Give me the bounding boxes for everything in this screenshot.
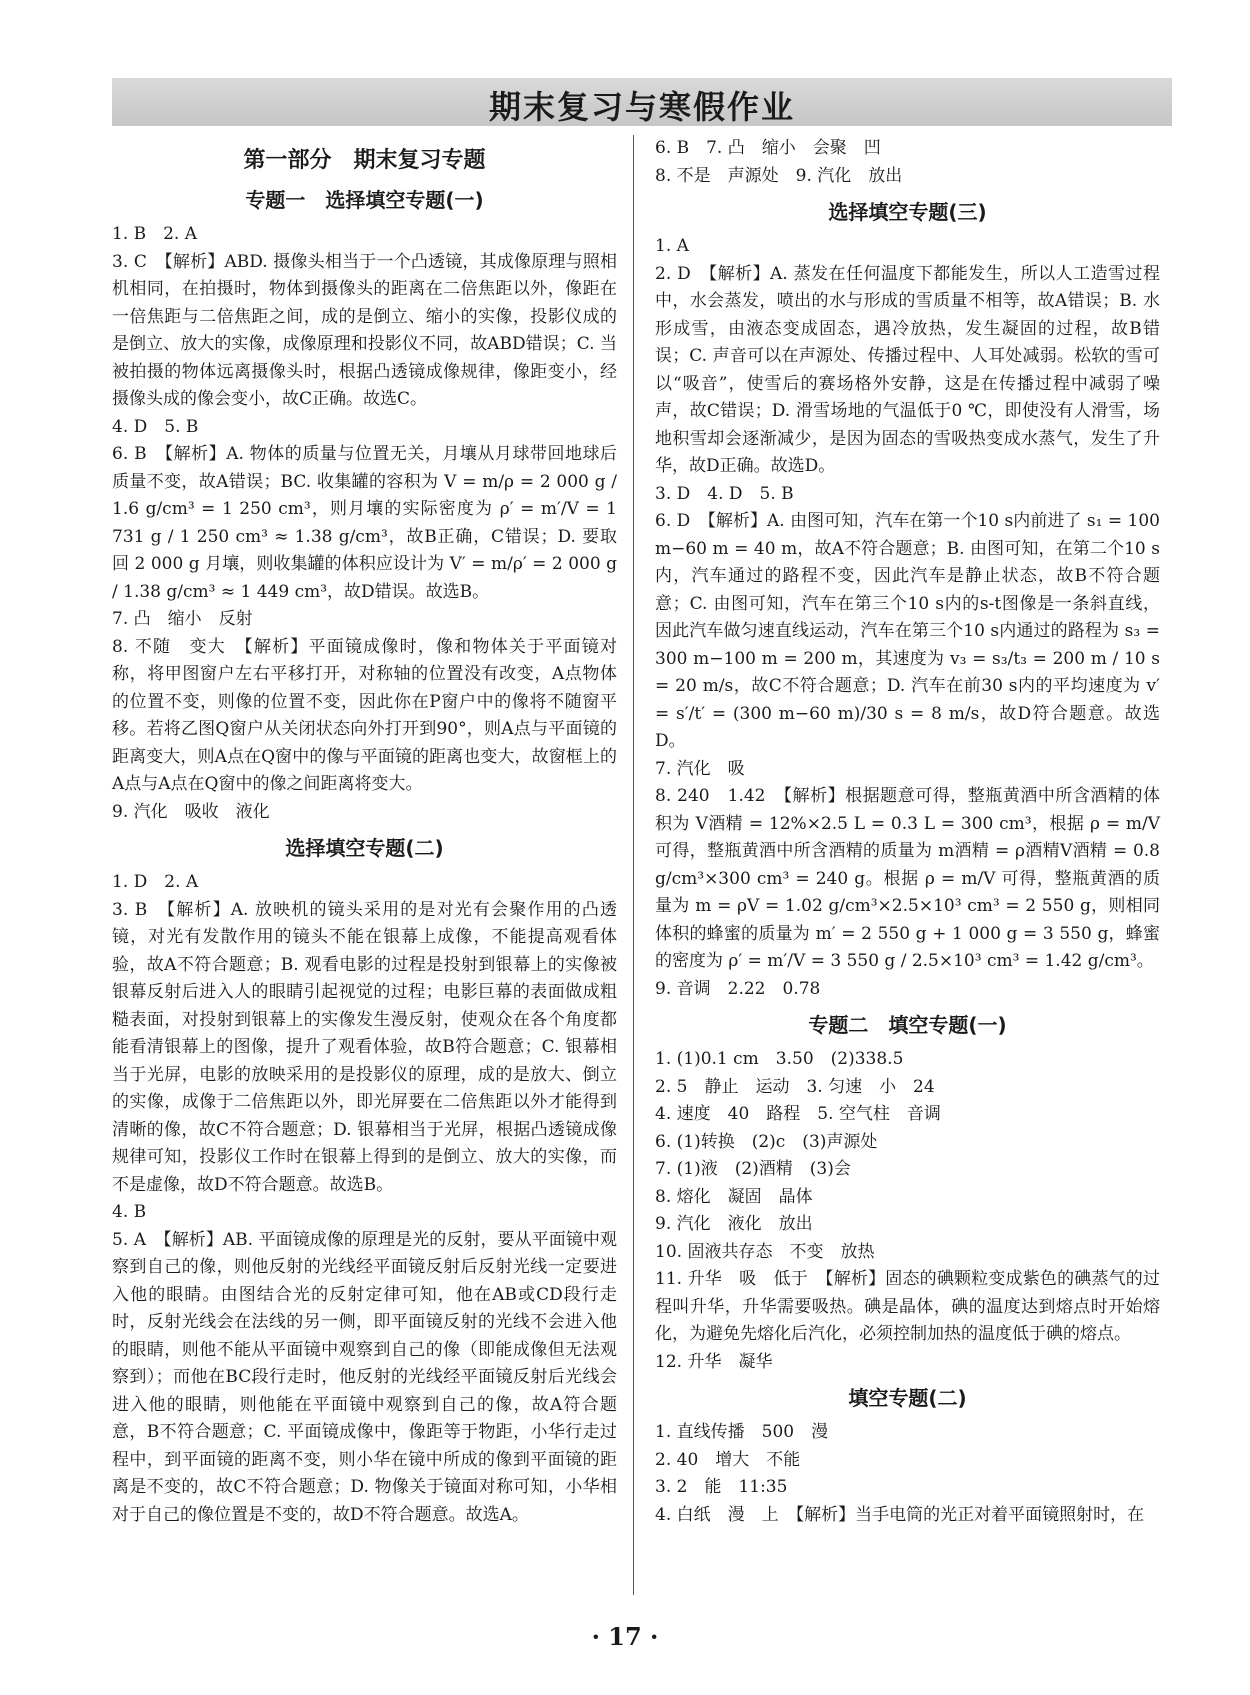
answer-item: 8. 240 1.42 【解析】根据题意可得，整瓶黄酒中所含酒精的体积为 V酒精 = 12%×2.5 L = 0.3 L = 300 cm³，根据 ρ = m/V 可得，整瓶黄酒中所含酒精的质量为 m酒精 = ρ酒精V酒精 = 0.8 g/cm³×300 cm³ = 240 g。根据 ρ = m/V 可得，整瓶黄酒的质量为 m = ρV = 1.02 g/cm³×2.5×10³ cm³ = 2 550 g，则相同体积的蜂蜜的质量为 m′ = 2 550 g + 1 000 g = 3 550 g，蜂蜜的密度为 ρ′ = m′/V = 3 550 g / 2.5×10³ cm³ = 1.42 g/cm³。 (655, 786, 1160, 971)
answer-item: 7. 汽化 吸 (655, 758, 745, 779)
answer-item: 3. B 【解析】A. 放映机的镜头采用的是对光有会聚作用的凸透镜，对光有发散作用的镜头不能在银幕上成像，不能提高观看体验，故A不符合题意；B. 观看电影的过程是投射到银幕上的实像被银幕反射后进入人的眼睛引起视觉的过程；电影巨幕的表面做成粗糙表面，对投射到银幕上的实像发生漫反射，使观众在各个角度都能看清银幕上的图像，提升了观看体验，故B符合题意；C. 银幕相当于光屏，电影的放映采用的是投影仪的原理，成的是放大、倒立的实像，成像于二倍焦距以外，即光屏要在二倍焦距以外才能得到清晰的像，故C不符合题意；D. 银幕相当于光屏，根据凸透镜成像规律可知，投影仪工作时在银幕上得到的是倒立、放大的实像，而不是虚像，故D不符合题意。故选B。 (112, 899, 617, 1195)
answer-item: 4. 速度 40 路程 5. 空气柱 音调 (655, 1104, 941, 1124)
header-banner (112, 78, 1172, 126)
answer-item: 9. 汽化 液化 放出 (655, 1214, 813, 1234)
topic1-title: 专题一 选择填空专题(一) (245, 188, 484, 212)
page-number: · 17 · (591, 1622, 659, 1651)
answer-item: 10. 固液共存态 不变 放热 (655, 1241, 875, 1262)
answer-item: 9. 音调 2.22 0.78 (655, 978, 821, 999)
column-divider (633, 135, 634, 1595)
answer-item: 2. D 【解析】A. 蒸发在任何温度下都能发生，所以人工造雪过程中，水会蒸发，喷出的水与形成的雪质量不相等，故A错误；B. 水形成雪，由液态变成固态，遇冷放热，发生凝固的过程，故B错误；C. 声音可以在声源处、传播过程中、人耳处减弱。松软的雪可以“吸音”，使雪后的赛场格外安静，这是在传播过程中减弱了噪声，故C错误；D. 滑雪场地的气温低于0 ℃，即使没有人滑雪，场地积雪却会逐渐减少，是因为固态的雪吸热变成水蒸气，发生了升华，故D正确。故选D。 (655, 263, 1160, 476)
answer-item: 8. 不是 声源处 9. 汽化 放出 (655, 165, 903, 186)
topic4-title: 专题二 填空专题(一) (808, 1013, 1007, 1037)
answer-item: 4. B (112, 1202, 147, 1222)
answer-item: 3. C 【解析】ABD. 摄像头相当于一个凸透镜，其成像原理与照相机相同，在拍摄时，物体到摄像头的距离在二倍焦距以外，像距在一倍焦距与二倍焦距之间，成的是倒立、缩小的实像，投影仪成的是倒立、放大的实像，成像原理和投影仪不同，故ABD错误；C. 当被拍摄的物体远离摄像头时，根据凸透镜成像规律，像距变小，经摄像头成的像会变小，故C正确。故选C。 (112, 251, 617, 409)
right-column (655, 135, 1160, 1529)
page-title: 期末复习与寒假作业 (488, 88, 795, 126)
answer-item: 2. 5 静止 运动 3. 匀速 小 24 (655, 1076, 935, 1097)
answer-item: 1. (1)0.1 cm 3.50 (2)338.5 (655, 1049, 904, 1069)
answer-item: 4. 白纸 漫 上 【解析】当手电筒的光正对着平面镜照射时，在 (655, 1504, 1145, 1525)
answer-item: 3. D 4. D 5. B (655, 483, 794, 504)
answer-item: 8. 不随 变大 【解析】平面镜成像时，像和物体关于平面镜对称，将甲图窗户左右平移打开，对称轴的位置没有改变，A点物体的位置不变，则像的位置不变，因此你在P窗户中的像将不随窗平移。若将乙图Q窗户从关闭状态向外打开到90°，则A点与平面镜的距离变大，则A点在Q窗中的像与平面镜的距离也变大，故窗框上的A点与A点在Q窗中的像之间距离将变大。 (112, 636, 617, 794)
answer-item: 12. 升华 凝华 (655, 1351, 773, 1372)
answer-item: 2. 40 增大 不能 (655, 1449, 801, 1470)
answer-item: 1. 直线传播 500 漫 (655, 1422, 829, 1442)
answer-item: 6. D 【解析】A. 由图可知，汽车在第一个10 s内前进了 s₁ = 100 m−60 m = 40 m，故A不符合题意；B. 由图可知，在第二个10 s内，汽车通过的路程不变，因此汽车是静止状态，故B不符合题意；C. 由图可知，汽车在第三个10 s内的s-t图像是一条斜直线，因此汽车做匀速直线运动，汽车在第三个10 s内通过的路程为 s₃ = 300 m−100 m = 200 m，其速度为 v₃ = s₃/t₃ = 200 m / 10 s = 20 m/s，故C不符合题意；D. 汽车在前30 s内的平均速度为 v′ = s′/t′ = (300 m−60 m)/30 s = 8 m/s，故D符合题意。故选D。 (655, 511, 1160, 751)
answer-item: 11. 升华 吸 低于 【解析】固态的碘颗粒变成紫色的碘蒸气的过程叫升华，升华需要吸热。碘是晶体，碘的温度达到熔点时开始熔化，为避免先熔化后汽化，必须控制加热的温度低于碘的熔点。 (655, 1269, 1160, 1344)
answer-item: 7. (1)液 (2)酒精 (3)会 (655, 1159, 851, 1179)
answer-item: 8. 熔化 凝固 晶体 (655, 1186, 813, 1207)
answer-item: 1. A (655, 236, 689, 256)
topic2-title: 选择填空专题(二) (285, 836, 444, 860)
topic3-title: 选择填空专题(三) (828, 200, 987, 224)
answer-item: 6. B 7. 凸 缩小 会聚 凹 (655, 138, 881, 158)
answer-item: 5. A 【解析】AB. 平面镜成像的原理是光的反射，要从平面镜中观察到自己的像，则他反射的光线经平面镜反射后反射光线一定要进入他的眼睛。由图结合光的反射定律可知，他在AB或CD段行走时，反射光线会在法线的另一侧，即平面镜反射的光线不会进入他的眼睛，则他不能从平面镜中观察到自己的像（即能成像但无法观察到）；而他在BC段行走时，他反射的光线经平面镜反射后光线会进入他的眼睛，则他能在平面镜中观察到自己的像，故A符合题意，B不符合题意；C. 平面镜成像中，像距等于物距，小华行走过程中，到平面镜的距离不变，则小华在镜中所成的像到平面镜的距离是不变的，故C不符合题意；D. 物像关于镜面对称可知，小华相对于自己的像位置是不变的，故D不符合题意。故选A。 (112, 1229, 617, 1525)
answer-item: 6. B 【解析】A. 物体的质量与位置无关，月壤从月球带回地球后质量不变，故A错误；BC. 收集罐的容积为 V = m/ρ = 2 000 g / 1.6 g/cm³ = 1 250 cm³，则月壤的实际密度为 ρ′ = m′/V = 1 731 g / 1 250 cm³ ≈ 1.38 g/cm³，故B正确，C错误；D. 要取回 2 000 g 月壤，则收集罐的体积应设计为 V′ = m/ρ′ = 2 000 g / 1.38 g/cm³ ≈ 1 449 cm³，故D错误。故选B。 (112, 444, 617, 602)
answer-item: 3. 2 能 11:35 (655, 1477, 788, 1497)
part-title: 第一部分 期末复习专题 (243, 148, 486, 173)
left-column (112, 135, 617, 1529)
answer-item: 4. D 5. B (112, 416, 199, 437)
answer-item: 9. 汽化 吸收 液化 (112, 801, 270, 822)
answer-item: 7. 凸 缩小 反射 (112, 609, 253, 629)
answer-item: 1. D 2. A (112, 872, 199, 892)
topic5-title: 填空专题(二) (848, 1386, 967, 1410)
answer-item: 1. B 2. A (112, 224, 198, 244)
answer-item: 6. (1)转换 (2)c (3)声源处 (655, 1131, 878, 1152)
